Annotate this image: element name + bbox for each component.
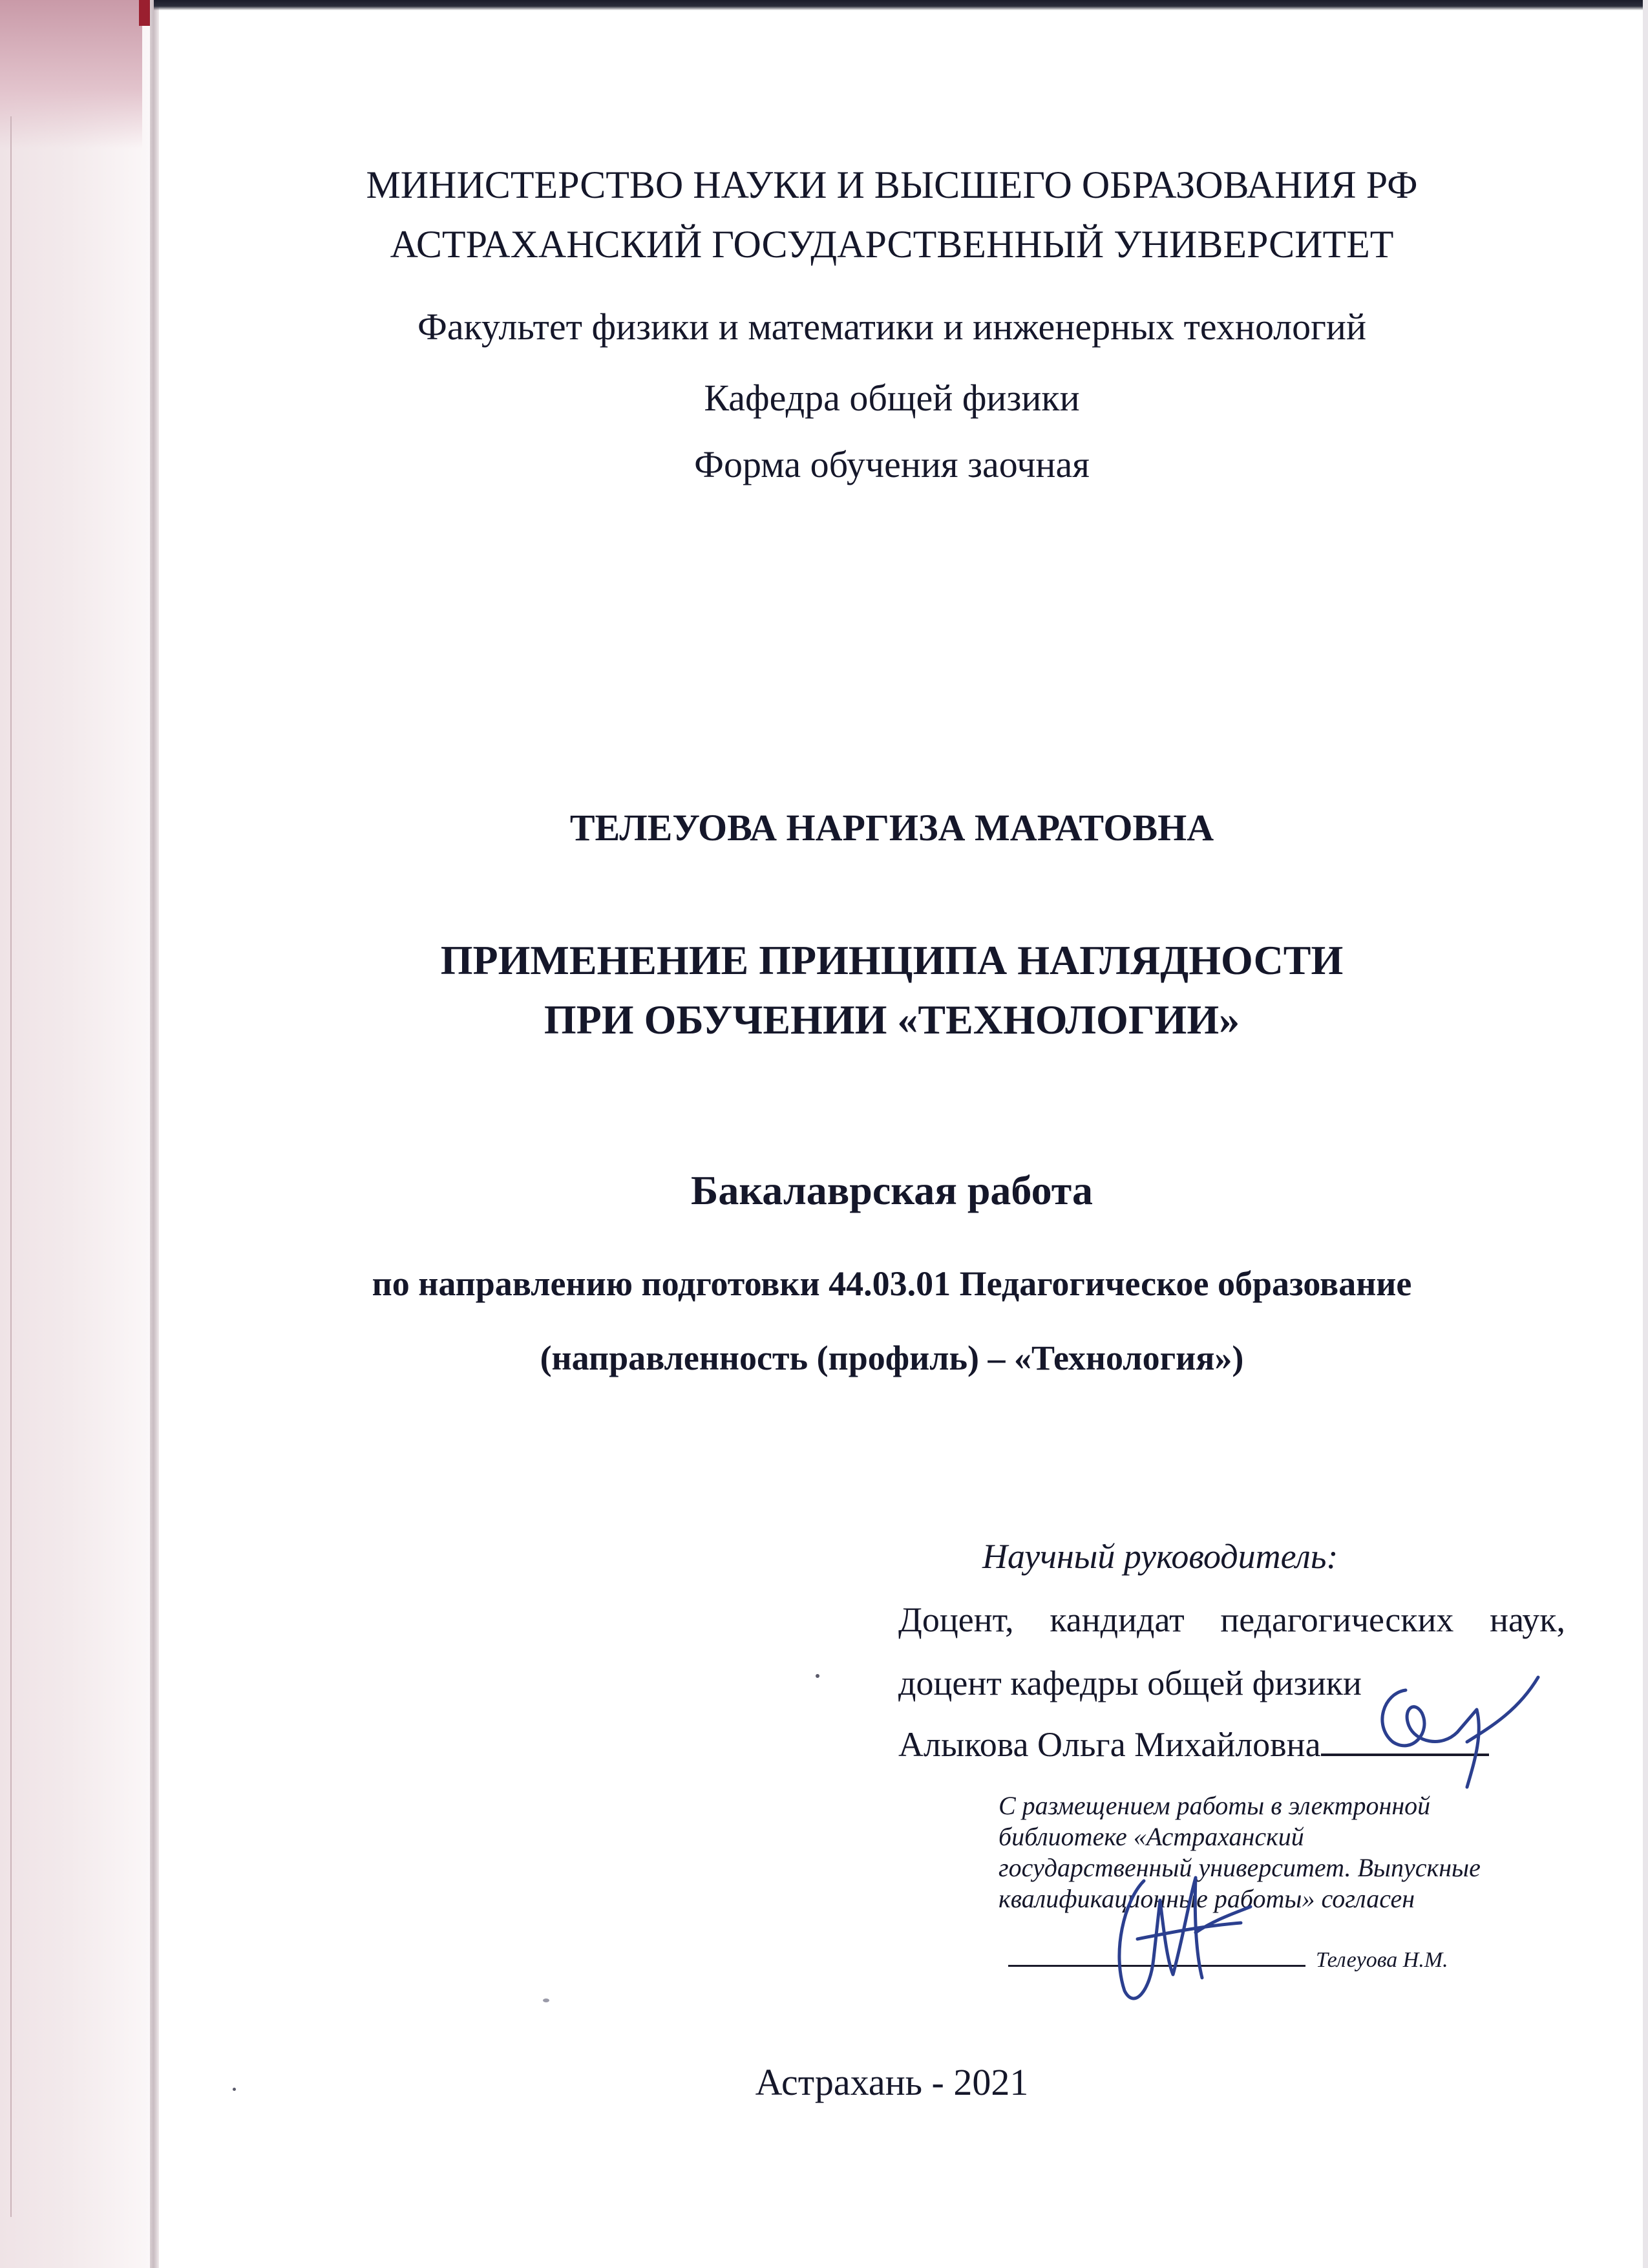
binding-shadow xyxy=(0,0,154,2268)
thesis-title-line-1: ПРИМЕНЕНИЕ ПРИНЦИПА НАГЛЯДНОСТИ xyxy=(440,937,1344,983)
consent-signer-name: Телеуова Н.М. xyxy=(1316,1948,1448,1972)
study-form-line: Форма обучения заочная xyxy=(694,443,1090,485)
scan-speck xyxy=(816,1674,819,1678)
consent-text-line-1: С размещением работы в электронной xyxy=(998,1791,1431,1820)
supervisor-degree: Доцент, кандидат педагогических наук, xyxy=(898,1600,1565,1639)
work-type: Бакалаврская работа xyxy=(691,1167,1093,1213)
scan-right-edge xyxy=(1643,0,1648,2268)
supervisor-signature-line xyxy=(1321,1722,1489,1756)
scan-speck xyxy=(233,2088,236,2091)
faculty-line: Факультет физики и математики и инженерных технологий xyxy=(417,306,1366,348)
department-line: Кафедра общей физики xyxy=(704,377,1080,419)
scan-speck xyxy=(543,1998,549,2002)
author-name: ТЕЛЕУОВА НАРГИЗА МАРАТОВНА xyxy=(569,807,1214,849)
consent-signature-line xyxy=(1008,1945,1305,1967)
consent-text-line-4: квалификационные работы» согласен xyxy=(998,1884,1415,1913)
consent-text-line-2: библиотеке «Астраханский xyxy=(998,1822,1304,1851)
consent-text-line-3: государственный университет. Выпускные xyxy=(998,1853,1481,1882)
city-year: Астрахань - 2021 xyxy=(755,2061,1029,2103)
study-profile: (направленность (профиль) – «Технология») xyxy=(540,1339,1244,1377)
study-direction: по направлению подготовки 44.03.01 Педагогическое образование xyxy=(372,1264,1412,1303)
binding-cover-tint xyxy=(0,0,142,149)
thesis-title-line-2: ПРИ ОБУЧЕНИИ «ТЕХНОЛОГИИ» xyxy=(544,997,1240,1043)
supervisor-name-row xyxy=(898,1721,1489,1768)
consent-signature-row xyxy=(1008,1945,1448,1975)
cover-edge-line xyxy=(10,116,12,2217)
scan-top-edge xyxy=(154,0,1648,10)
ministry-heading: МИНИСТЕРСТВО НАУКИ И ВЫСШЕГО ОБРАЗОВАНИЯ РФ xyxy=(366,164,1418,206)
university-heading: АСТРАХАНСКИЙ ГОСУДАРСТВЕННЫЙ УНИВЕРСИТЕТ xyxy=(390,223,1394,266)
supervisor-position: доцент кафедры общей физики xyxy=(898,1664,1362,1702)
supervisor-label: Научный руководитель: xyxy=(982,1537,1338,1576)
supervisor-name: Алыкова Ольга Михайловна xyxy=(898,1725,1321,1764)
